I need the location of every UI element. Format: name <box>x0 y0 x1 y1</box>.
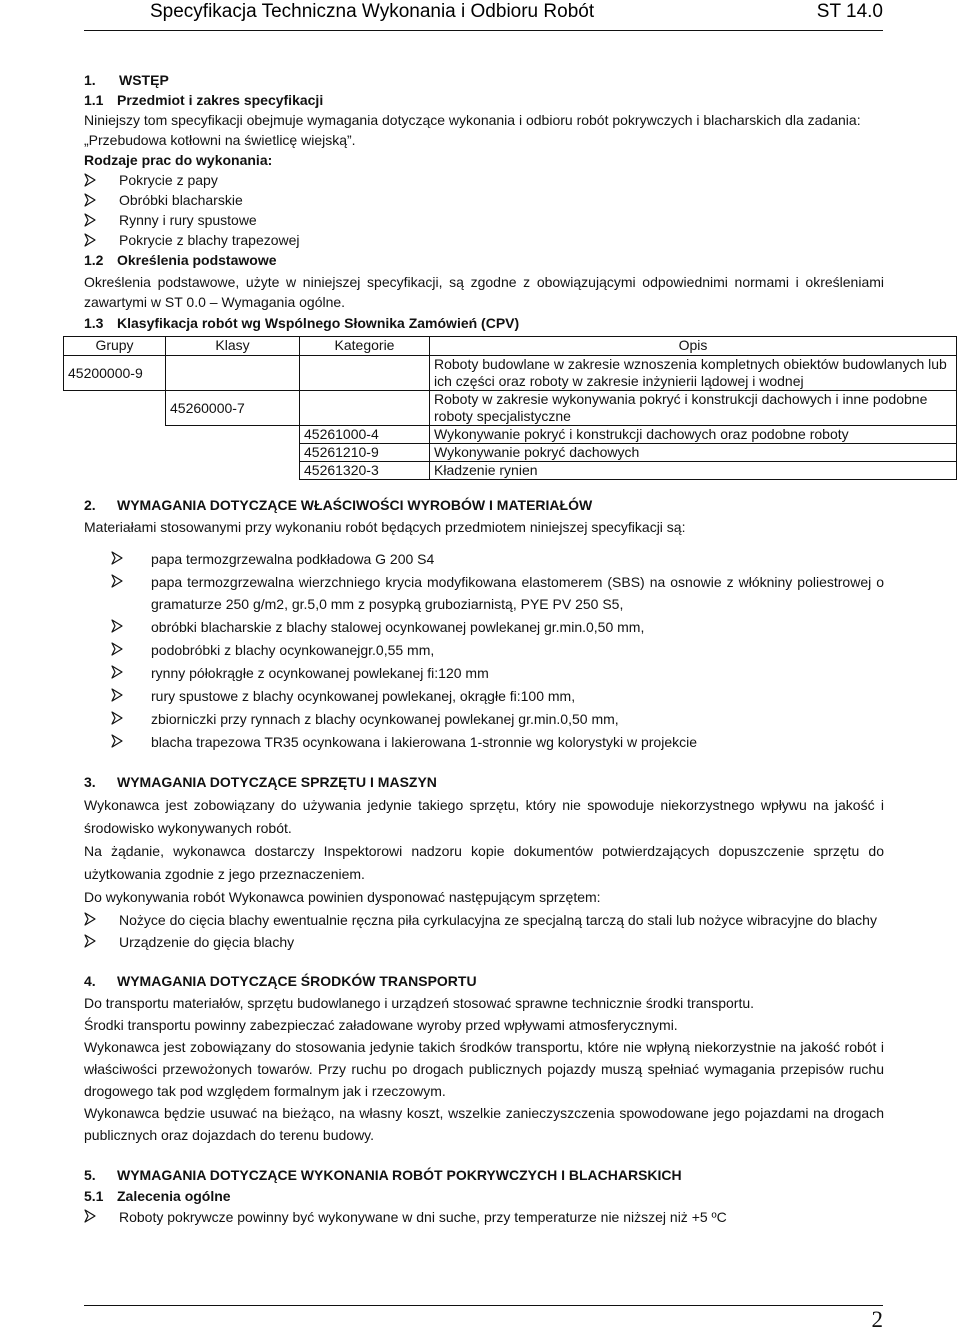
cell-grupa: 45200000-9 <box>64 356 166 391</box>
page-header <box>84 0 883 31</box>
cell-klasa <box>166 462 300 480</box>
cell-grupa <box>64 462 166 480</box>
section-number: 1.1 <box>84 92 104 108</box>
section-number: 1.2 <box>84 252 104 268</box>
cell-klasa <box>166 444 300 462</box>
arrow-bullet-icon <box>111 619 125 633</box>
list-item-text: blacha trapezowa TR35 ocynkowana i lakierowana 1-stronnie wg kolorystyki w projekcie <box>151 734 698 750</box>
document-body <box>68 70 947 1228</box>
section-4-heading <box>84 971 884 991</box>
arrow-bullet-icon <box>84 1209 98 1223</box>
list-item <box>84 571 884 615</box>
cell-kategoria: 45261000-4 <box>300 426 430 444</box>
cell-opis: Roboty w zakresie wykonywania pokryć i konstrukcji dachowych i inne podobne roboty specjalistyczne <box>430 391 957 426</box>
section-1-2-heading <box>84 250 884 270</box>
cell-grupa <box>64 426 166 444</box>
list-item-text: papa termozgrzewalna podkładowa G 200 S4 <box>151 551 435 567</box>
section-1-3-heading <box>84 313 884 333</box>
cell-kategoria: 45261210-9 <box>300 444 430 462</box>
list-item <box>84 210 884 230</box>
section-4-paragraph: Wykonawca będzie usuwać na bieżąco, na własny koszt, wszelkie zanieczyszczenia spowodowane jego pojazdami na drogach publicznych oraz dojazdach do terenu budowy. <box>84 1105 884 1143</box>
list-item-text: obróbki blacharskie z blachy stalowej ocynkowanej powlekanej gr.min.0,50 mm, <box>151 619 645 635</box>
list-item <box>84 662 884 684</box>
section-title: Zalecenia ogólne <box>117 1188 231 1204</box>
list-item <box>84 931 884 953</box>
col-header-klasy: Klasy <box>166 337 300 356</box>
section-4-paragraph: Wykonawca jest zobowiązany do stosowania jedynie takich środków transportu, które nie wpłyną niekorzystnie na jakość robót i właściwości przewożonych towarów. Przy ruchu po drogach publicznych pojazdy muszą spełniać wymagania przepisów ruchu drogowego tak pod względem formalnym jak i rzeczowym. <box>84 1039 884 1099</box>
col-header-opis: Opis <box>430 337 957 356</box>
list-item <box>84 548 884 570</box>
header-code: ST 14.0 <box>816 1 883 22</box>
section-title: WYMAGANIA DOTYCZĄCE ŚRODKÓW TRANSPORTU <box>117 973 477 989</box>
section-title: Określenia podstawowe <box>117 252 277 268</box>
table-row <box>64 426 957 444</box>
list-item <box>84 731 884 753</box>
arrow-bullet-icon <box>111 711 125 725</box>
arrow-bullet-icon <box>84 912 98 926</box>
cell-opis: Kładzenie rynien <box>430 462 957 480</box>
cell-opis: Roboty budowlane w zakresie wznoszenia kompletnych obiektów budowlanych lub ich części oraz roboty w zakresie inżynierii lądowej i wodnej <box>430 356 957 391</box>
cell-opis: Wykonywanie pokryć i konstrukcji dachowych oraz podobne roboty <box>430 426 957 444</box>
list-item <box>84 909 884 931</box>
arrow-bullet-icon <box>111 642 125 656</box>
cell-klasa <box>166 426 300 444</box>
list-item-text: rury spustowe z blachy ocynkowanej powlekanej, okrągłe fi:100 mm, <box>151 688 576 704</box>
list-item <box>84 708 884 730</box>
list-item-text: podobróbki z blachy ocynkowanejgr.0,55 mm, <box>151 642 435 658</box>
arrow-bullet-icon <box>111 734 125 748</box>
footer-divider <box>84 1305 883 1306</box>
section-5-1-heading <box>84 1186 884 1206</box>
cell-klasa <box>166 356 300 391</box>
section-4-paragraph: Środki transportu powinny zabezpieczać załadowane wyroby przed wpływami atmosferycznymi. <box>84 1017 678 1033</box>
list-item <box>84 230 884 250</box>
list-item-text: rynny półokrągłe z ocynkowanej powlekanej fi:120 mm <box>151 665 489 681</box>
table-header-row <box>64 337 957 356</box>
arrow-bullet-icon <box>84 213 98 227</box>
section-title: WYMAGANIA DOTYCZĄCE SPRZĘTU I MASZYN <box>117 774 437 790</box>
works-title: Rodzaje prac do wykonania: <box>84 152 273 168</box>
list-item-text: Rynny i rury spustowe <box>119 212 257 228</box>
section-4-paragraph: Do transportu materiałów, sprzętu budowlanego i urządzeń stosować sprawne technicznie środki transportu. <box>84 995 755 1011</box>
works-list <box>84 170 884 250</box>
section-number: 5. <box>84 1167 96 1183</box>
list-item <box>84 685 884 707</box>
arrow-bullet-icon <box>84 233 98 247</box>
cell-kategoria <box>300 391 430 426</box>
arrow-bullet-icon <box>111 551 125 565</box>
list-item <box>84 1206 884 1228</box>
section-1-1-heading <box>84 90 884 110</box>
section-title: WYMAGANIA DOTYCZĄCE WYKONANIA ROBÓT POKRYWCZYCH I BLACHARSKICH <box>117 1167 682 1183</box>
section-1-2-text: Określenia podstawowe, użyte w niniejszej specyfikacji, są zgodne z obowiązującymi odpowiednimi normami i określeniami zawartymi w ST 0.0 – Wymagania ogólne. <box>84 274 884 310</box>
arrow-bullet-icon <box>84 173 98 187</box>
header-title: Specyfikacja Techniczna Wykonania i Odbioru Robót <box>150 1 595 22</box>
section-5-heading <box>84 1165 884 1185</box>
section-2-heading <box>84 495 884 515</box>
table-row <box>64 391 957 426</box>
col-header-kategorie: Kategorie <box>300 337 430 356</box>
section-number: 4. <box>84 973 96 989</box>
arrow-bullet-icon <box>84 934 98 948</box>
arrow-bullet-icon <box>111 665 125 679</box>
cpv-table <box>63 336 957 480</box>
materials-list <box>84 548 884 753</box>
list-item-text: papa termozgrzewalna wierzchniego krycia modyfikowana elastomerem (SBS) na osnowie z włókniny poliestrowej o gramaturze 250 g/m2, gr.5,0 mm z posypką gruboziarnistą, PYE PV 250 S5, <box>151 574 884 612</box>
section-number: 5.1 <box>84 1188 104 1204</box>
cell-grupa <box>64 444 166 462</box>
col-header-grupy: Grupy <box>64 337 166 356</box>
section-3-heading <box>84 772 884 792</box>
general-recommendations-list <box>84 1206 884 1228</box>
list-item <box>84 616 884 638</box>
section-2-intro: Materiałami stosowanymi przy wykonaniu robót będących przedmiotem niniejszej specyfikacji są: <box>84 519 686 535</box>
section-number: 3. <box>84 774 96 790</box>
table-row <box>64 462 957 480</box>
list-item-text: Obróbki blacharskie <box>119 192 243 208</box>
section-title: WSTĘP <box>119 72 169 88</box>
cell-klasa: 45260000-7 <box>166 391 300 426</box>
section-title: Przedmiot i zakres specyfikacji <box>117 92 324 108</box>
cell-kategoria <box>300 356 430 391</box>
table-row <box>64 356 957 391</box>
list-item <box>84 190 884 210</box>
list-item-text: Pokrycie z papy <box>119 172 218 188</box>
section-number: 1.3 <box>84 315 104 331</box>
list-item-text: Urządzenie do gięcia blachy <box>119 934 295 950</box>
section-number: 2. <box>84 497 96 513</box>
list-item-text: Pokrycie z blachy trapezowej <box>119 232 300 248</box>
section-1-heading <box>84 70 884 90</box>
list-item <box>84 639 884 661</box>
section-title: Klasyfikacja robót wg Wspólnego Słownika Zamówień (CPV) <box>117 315 520 331</box>
arrow-bullet-icon <box>111 688 125 702</box>
section-3-paragraph: Do wykonywania robót Wykonawca powinien dysponować następującym sprzętem: <box>84 889 601 905</box>
section-3-paragraph: Na żądanie, wykonawca dostarczy Inspektorowi nadzoru kopie dokumentów potwierdzających dopuszczenie sprzętu do użytkowania zgodnie z jego przeznaczeniem. <box>84 843 884 882</box>
list-item-text: Nożyce do cięcia blachy ewentualnie ręczna piła cyrkulacyjna ze specjalną tarczą do stali lub nożyce wibracyjne do blachy <box>119 912 877 928</box>
section-1-1-text: Niniejszy tom specyfikacji obejmuje wymagania dotyczące wykonania i odbioru robót pokrywczych i blacharskich dla zadania: „Przebudowa kotłowni na świetlicę wiejską”. <box>84 112 861 148</box>
page-number: 2 <box>871 1307 883 1332</box>
cell-kategoria: 45261320-3 <box>300 462 430 480</box>
table-row <box>64 444 957 462</box>
cell-grupa <box>64 391 166 426</box>
list-item <box>84 170 884 190</box>
list-item-text: zbiorniczki przy rynnach z blachy ocynkowanej powlekanej gr.min.0,50 mm, <box>151 711 619 727</box>
list-item-text: Roboty pokrywcze powinny być wykonywane w dni suche, przy temperaturze nie niższej niż +5 ºC <box>119 1209 727 1225</box>
arrow-bullet-icon <box>111 574 125 588</box>
section-3-paragraph: Wykonawca jest zobowiązany do używania jedynie takiego sprzętu, który nie spowoduje niekorzystnego wpływu na jakość i środowisko wykonywanych robót. <box>84 797 884 836</box>
arrow-bullet-icon <box>84 193 98 207</box>
equipment-list <box>84 909 884 953</box>
cell-opis: Wykonywanie pokryć dachowych <box>430 444 957 462</box>
section-title: WYMAGANIA DOTYCZĄCE WŁAŚCIWOŚCI WYROBÓW I MATERIAŁÓW <box>117 497 593 513</box>
section-number: 1. <box>84 72 96 88</box>
